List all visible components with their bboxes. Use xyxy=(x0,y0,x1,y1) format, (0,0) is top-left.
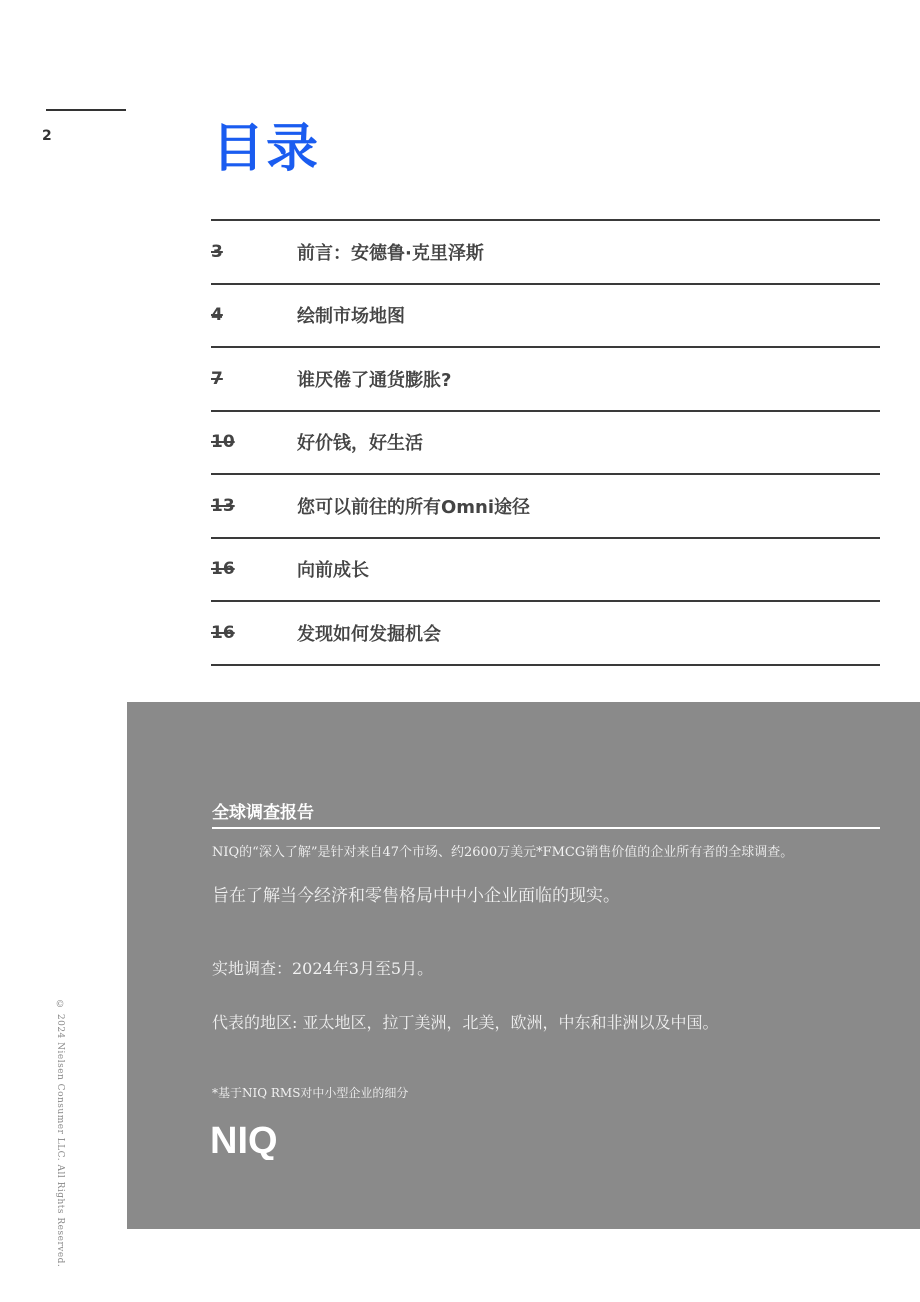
toc-label: 谁厌倦了通货膨胀? xyxy=(297,369,452,391)
copyright-text: © 2024 Nielsen Consumer LLC. All Rights Reserved. xyxy=(55,1000,65,1268)
survey-fieldwork: 实地调查：2024年3月至5月。 xyxy=(212,959,434,978)
toc-page-number: 13 xyxy=(211,495,235,516)
survey-footnote: *基于NIQ RMS对中小型企业的细分 xyxy=(212,1086,409,1100)
niq-logo-mark xyxy=(210,1122,296,1160)
survey-regions: 代表的地区: 亚太地区，拉丁美洲，北美，欧洲，中东和非洲以及中国。 xyxy=(212,1013,719,1032)
toc-label: 前言：安德鲁·克里泽斯 xyxy=(297,242,484,264)
toc-label: 您可以前往的所有Omni途径 xyxy=(297,496,531,518)
survey-heading: 全球调查报告 xyxy=(212,798,880,829)
toc-item-market-map[interactable] xyxy=(211,285,880,349)
toc-item-growth[interactable] xyxy=(211,539,880,603)
top-rule xyxy=(46,109,126,111)
toc-page-number: 4 xyxy=(211,305,223,326)
toc-label: 绘制市场地图 xyxy=(297,306,405,328)
page-number: 2 xyxy=(42,128,52,144)
toc-item-good-price[interactable] xyxy=(211,412,880,476)
niq-logo xyxy=(210,1122,296,1164)
toc-title: 目录 xyxy=(212,119,321,179)
toc-item-inflation[interactable] xyxy=(211,348,880,412)
toc-page-number: 7 xyxy=(211,368,223,389)
toc-label: 向前成长 xyxy=(297,560,369,582)
copyright-notice xyxy=(40,1000,80,1268)
toc-page-number: 16 xyxy=(211,622,235,643)
table-of-contents xyxy=(211,219,880,666)
toc-item-omni[interactable] xyxy=(211,475,880,539)
toc-page-number: 10 xyxy=(211,432,235,453)
svg-text:NIQ: NIQ xyxy=(210,1122,278,1160)
toc-page-number: 3 xyxy=(211,241,223,262)
toc-page-number: 16 xyxy=(211,559,235,580)
survey-intro: NIQ的“深入了解”是针对来自47个市场、约2600万美元*FMCG销售价值的企业所有者的全球调查。 xyxy=(212,845,794,860)
toc-label: 发现如何发掘机会 xyxy=(297,623,441,645)
survey-purpose: 旨在了解当今经济和零售格局中中小企业面临的现实。 xyxy=(212,886,620,906)
toc-label: 好价钱，好生活 xyxy=(297,433,423,455)
toc-item-foreword[interactable] xyxy=(211,221,880,285)
toc-item-opportunities[interactable] xyxy=(211,602,880,666)
